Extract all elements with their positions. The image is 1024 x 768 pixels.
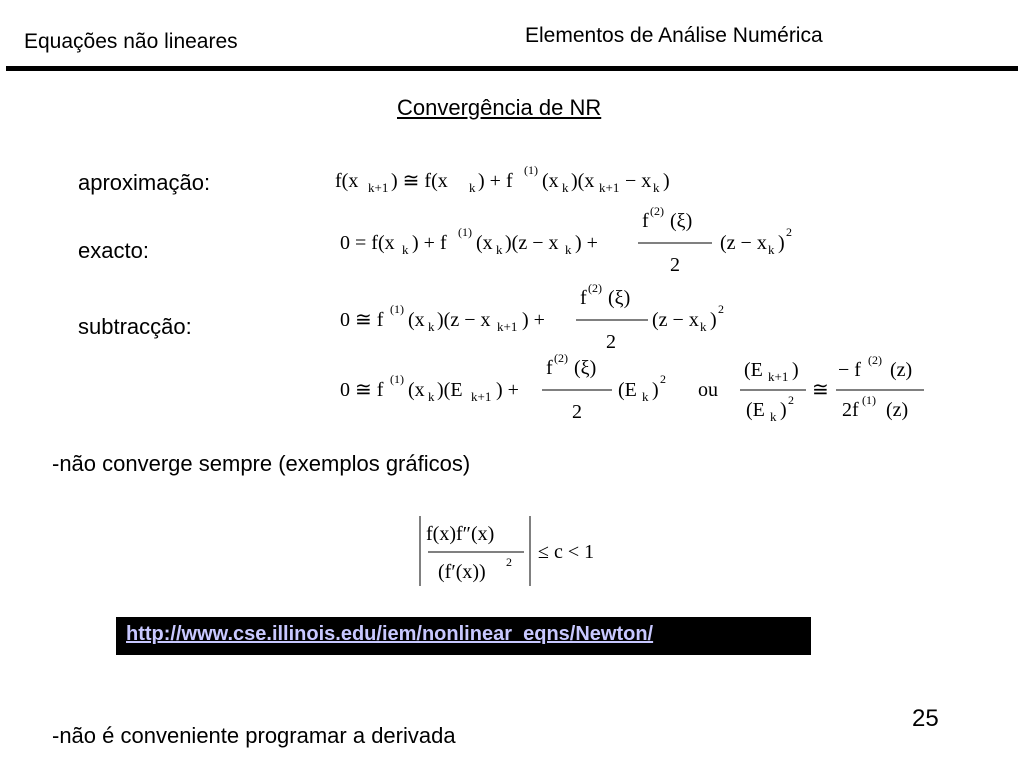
svg-text:(1): (1)	[862, 393, 876, 407]
svg-text:(1): (1)	[458, 225, 472, 239]
svg-text:(z − x: (z − x	[652, 309, 699, 331]
svg-text:0 = f(x: 0 = f(x	[340, 232, 395, 254]
svg-text:(x: (x	[476, 232, 493, 254]
equation-subtraction	[340, 282, 760, 362]
label-subtraction: subtracção:	[78, 314, 192, 339]
page-number: 25	[912, 705, 939, 732]
svg-text:(E: (E	[744, 359, 763, 381]
course-title: Elementos de Análise Numérica	[525, 24, 823, 47]
svg-text:f: f	[642, 210, 649, 232]
svg-text:(z − x: (z − x	[720, 232, 767, 254]
svg-text:(E: (E	[746, 399, 765, 421]
svg-text:) +: ) +	[496, 379, 519, 401]
svg-text:2: 2	[660, 372, 666, 386]
svg-text:k: k	[653, 180, 660, 195]
svg-text:(2): (2)	[554, 351, 568, 365]
header-divider	[6, 66, 1018, 71]
svg-text:): )	[652, 379, 659, 401]
svg-text:) ≅ f(x: ) ≅ f(x	[391, 170, 448, 192]
svg-text:k: k	[469, 180, 476, 195]
svg-text:0 ≅ f: 0 ≅ f	[340, 379, 384, 401]
svg-text:(f′(x)): (f′(x))	[438, 561, 486, 583]
svg-text:): )	[778, 232, 785, 254]
svg-text:− f: − f	[838, 359, 861, 381]
svg-text:≤ c < 1: ≤ c < 1	[538, 541, 595, 563]
svg-text:(x: (x	[408, 309, 425, 331]
svg-text:(2): (2)	[588, 281, 602, 295]
svg-text:2: 2	[572, 401, 582, 423]
svg-text:0 ≅ f: 0 ≅ f	[340, 309, 384, 331]
svg-text:(2): (2)	[650, 204, 664, 218]
svg-text:2: 2	[718, 302, 724, 316]
newton-method-link[interactable]: http://www.cse.illinois.edu/iem/nonlinear_eqns/Newton/	[126, 623, 654, 645]
svg-text:) +: ) +	[575, 232, 598, 254]
label-approximation: aproximação:	[78, 170, 211, 195]
svg-text:2: 2	[506, 555, 512, 569]
svg-text:(x: (x	[408, 379, 425, 401]
svg-text:): )	[792, 359, 799, 381]
section-title: Equações não lineares	[24, 30, 238, 53]
label-exact: exacto:	[78, 238, 149, 263]
svg-text:ou: ou	[698, 379, 718, 401]
svg-text:(1): (1)	[524, 163, 538, 177]
equation-convergence-criterion	[418, 512, 618, 592]
svg-text:k: k	[496, 242, 503, 257]
svg-text:)(z − x: )(z − x	[505, 232, 559, 254]
svg-text:k+1: k+1	[471, 389, 492, 404]
svg-text:k+1: k+1	[368, 180, 389, 195]
svg-text:(2): (2)	[868, 353, 882, 367]
equation-error	[340, 352, 940, 432]
link-banner	[116, 617, 811, 655]
svg-text:k: k	[402, 242, 409, 257]
svg-text:f(x: f(x	[335, 170, 359, 192]
svg-text:k: k	[770, 409, 777, 424]
svg-text:f: f	[546, 357, 553, 379]
svg-text:): )	[710, 309, 717, 331]
bullet-not-always-converges: -não converge sempre (exemplos gráficos)	[52, 451, 471, 476]
svg-text:(ξ): (ξ)	[670, 210, 693, 232]
svg-text:≅: ≅	[812, 379, 829, 401]
svg-text:f: f	[580, 287, 587, 309]
svg-text:): )	[663, 170, 670, 192]
svg-text:k+1: k+1	[497, 319, 518, 334]
svg-text:(ξ): (ξ)	[608, 287, 631, 309]
bullet-derivative-programming: -não é conveniente programar a derivada	[52, 723, 456, 748]
svg-text:2: 2	[788, 393, 794, 407]
svg-text:− x: − x	[625, 170, 652, 192]
svg-text:k: k	[768, 242, 775, 257]
svg-text:k: k	[428, 389, 435, 404]
svg-text:f(x)f″(x): f(x)f″(x)	[426, 523, 495, 545]
svg-text:k: k	[700, 319, 707, 334]
equation-exact	[340, 205, 820, 285]
svg-text:(E: (E	[618, 379, 637, 401]
svg-text:(x: (x	[542, 170, 559, 192]
svg-text:): )	[780, 399, 787, 421]
svg-text:(1): (1)	[390, 302, 404, 316]
equation-approximation	[335, 160, 735, 200]
svg-text:(z): (z)	[890, 359, 913, 381]
svg-text:k: k	[642, 389, 649, 404]
svg-text:) + f: ) + f	[478, 170, 513, 192]
svg-text:)(E: )(E	[437, 379, 463, 401]
svg-text:k: k	[428, 319, 435, 334]
svg-text:)(x: )(x	[571, 170, 595, 192]
svg-text:(1): (1)	[390, 372, 404, 386]
svg-text:k: k	[565, 242, 572, 257]
svg-text:(z): (z)	[886, 399, 909, 421]
svg-text:)(z − x: )(z − x	[437, 309, 491, 331]
svg-text:2f: 2f	[842, 399, 859, 421]
svg-text:) +: ) +	[522, 309, 545, 331]
svg-text:) + f: ) + f	[412, 232, 447, 254]
svg-text:2: 2	[786, 225, 792, 239]
svg-text:k: k	[562, 180, 569, 195]
svg-text:2: 2	[670, 254, 680, 276]
svg-text:(ξ): (ξ)	[574, 357, 597, 379]
svg-text:k+1: k+1	[599, 180, 620, 195]
svg-text:k+1: k+1	[768, 369, 789, 384]
slide-title: Convergência de NR	[397, 95, 602, 120]
svg-text:2: 2	[606, 331, 616, 353]
